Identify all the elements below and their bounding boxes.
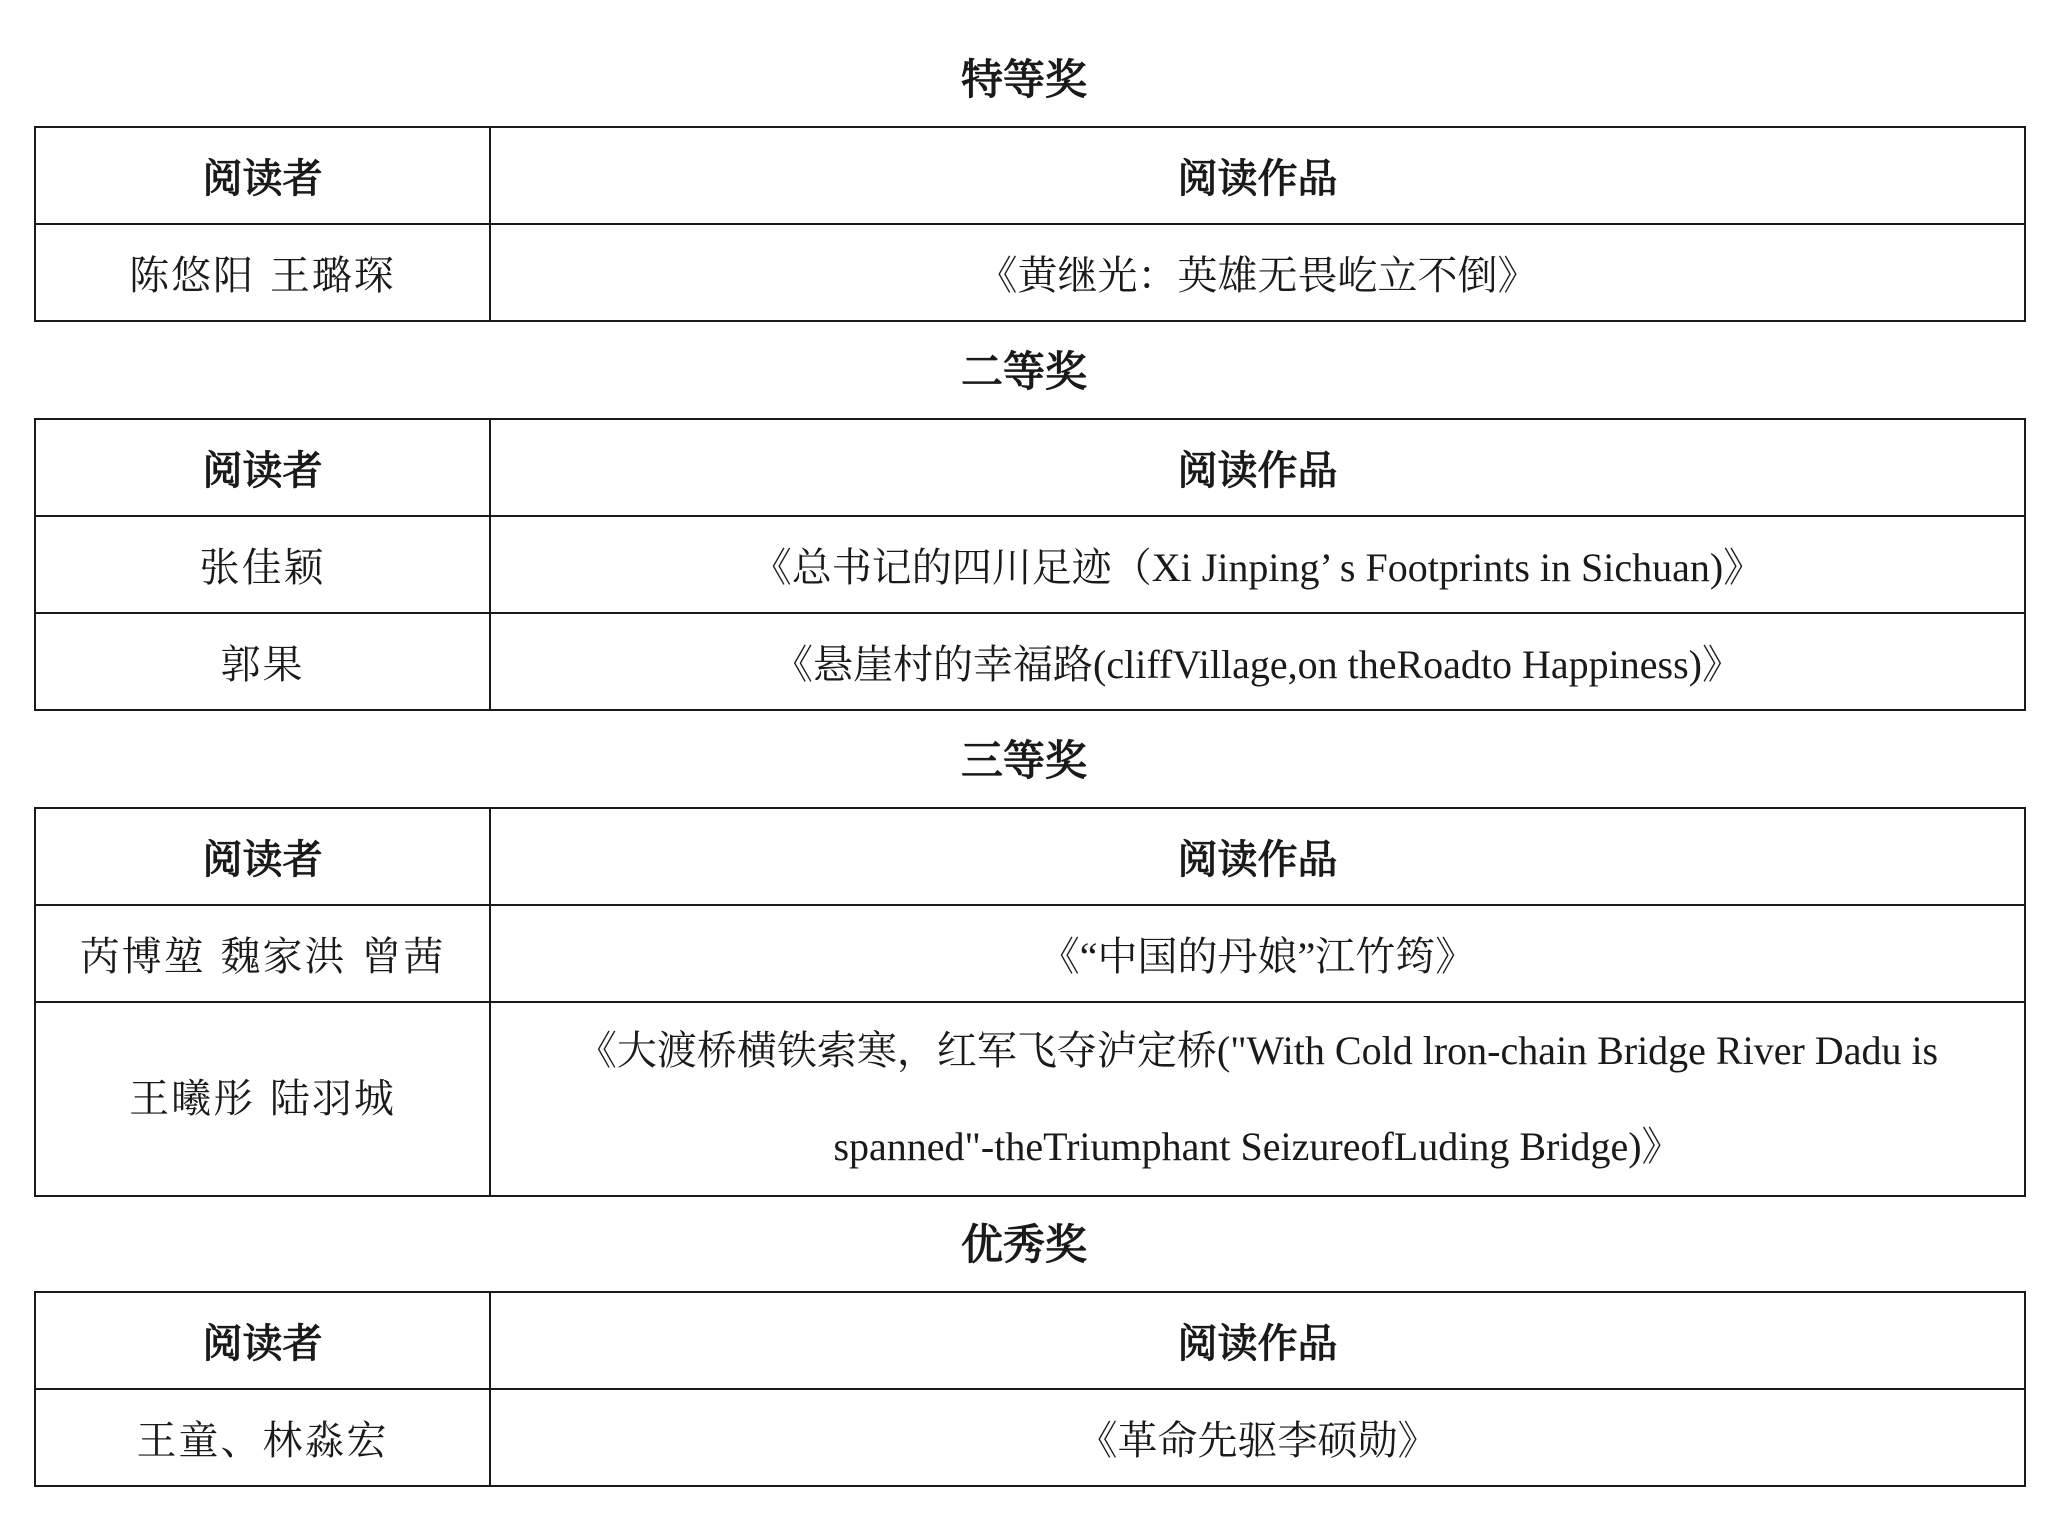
work-column-header: 阅读作品	[490, 808, 2025, 905]
work-cell: 《黄继光：英雄无畏屹立不倒》	[490, 224, 2025, 321]
reader-cell: 王童、林淼宏	[35, 1389, 490, 1486]
reader-column-header: 阅读者	[35, 419, 490, 516]
table-row	[35, 613, 2025, 710]
work-cell: 《“中国的丹娘”江竹筠》	[490, 905, 2025, 1002]
reader-column-header: 阅读者	[35, 127, 490, 224]
reader-cell: 王曦彤 陆羽城	[35, 1002, 490, 1196]
table-header-row	[35, 1292, 2025, 1389]
work-cell: 《总书记的四川足迹（Xi Jinping’ s Footprints in Sichuan)》	[490, 516, 2025, 613]
work-column-header: 阅读作品	[490, 1292, 2025, 1389]
table-row	[35, 516, 2025, 613]
table-header-row	[35, 127, 2025, 224]
reader-column-header: 阅读者	[35, 1292, 490, 1389]
table-row	[35, 224, 2025, 321]
reader-cell: 芮博堃 魏家洪 曾茜	[35, 905, 490, 1002]
reader-cell: 郭果	[35, 613, 490, 710]
section-title-third-award: 三等奖	[960, 736, 1087, 785]
work-cell: 《悬崖村的幸福路(cliffVillage,on theRoadto Happiness)》	[490, 613, 2025, 710]
work-column-header: 阅读作品	[490, 127, 2025, 224]
reader-column-header: 阅读者	[35, 808, 490, 905]
table-header-row	[35, 808, 2025, 905]
third-award-table	[34, 807, 2026, 1197]
special-award-table	[34, 126, 2026, 322]
section-title-special-award: 特等奖	[960, 55, 1087, 104]
section-title-second-award: 二等奖	[960, 347, 1087, 396]
work-column-header: 阅读作品	[490, 419, 2025, 516]
table-row	[35, 905, 2025, 1002]
reader-cell: 张佳颖	[35, 516, 490, 613]
work-cell: 《大渡桥横铁索寒，红军飞夺泸定桥("With Cold lron-chain Bridge River Dadu is spanned"-theTriumphant SeizureofLuding Bridge)》	[490, 1002, 2025, 1196]
table-row	[35, 1389, 2025, 1486]
excellence-award-table	[34, 1291, 2026, 1487]
work-cell: 《革命先驱李硕勋》	[490, 1389, 2025, 1486]
table-header-row	[35, 419, 2025, 516]
section-title-excellence-award: 优秀奖	[960, 1220, 1087, 1269]
second-award-table	[34, 418, 2026, 711]
table-row	[35, 1002, 2025, 1196]
reader-cell: 陈悠阳 王璐琛	[35, 224, 490, 321]
